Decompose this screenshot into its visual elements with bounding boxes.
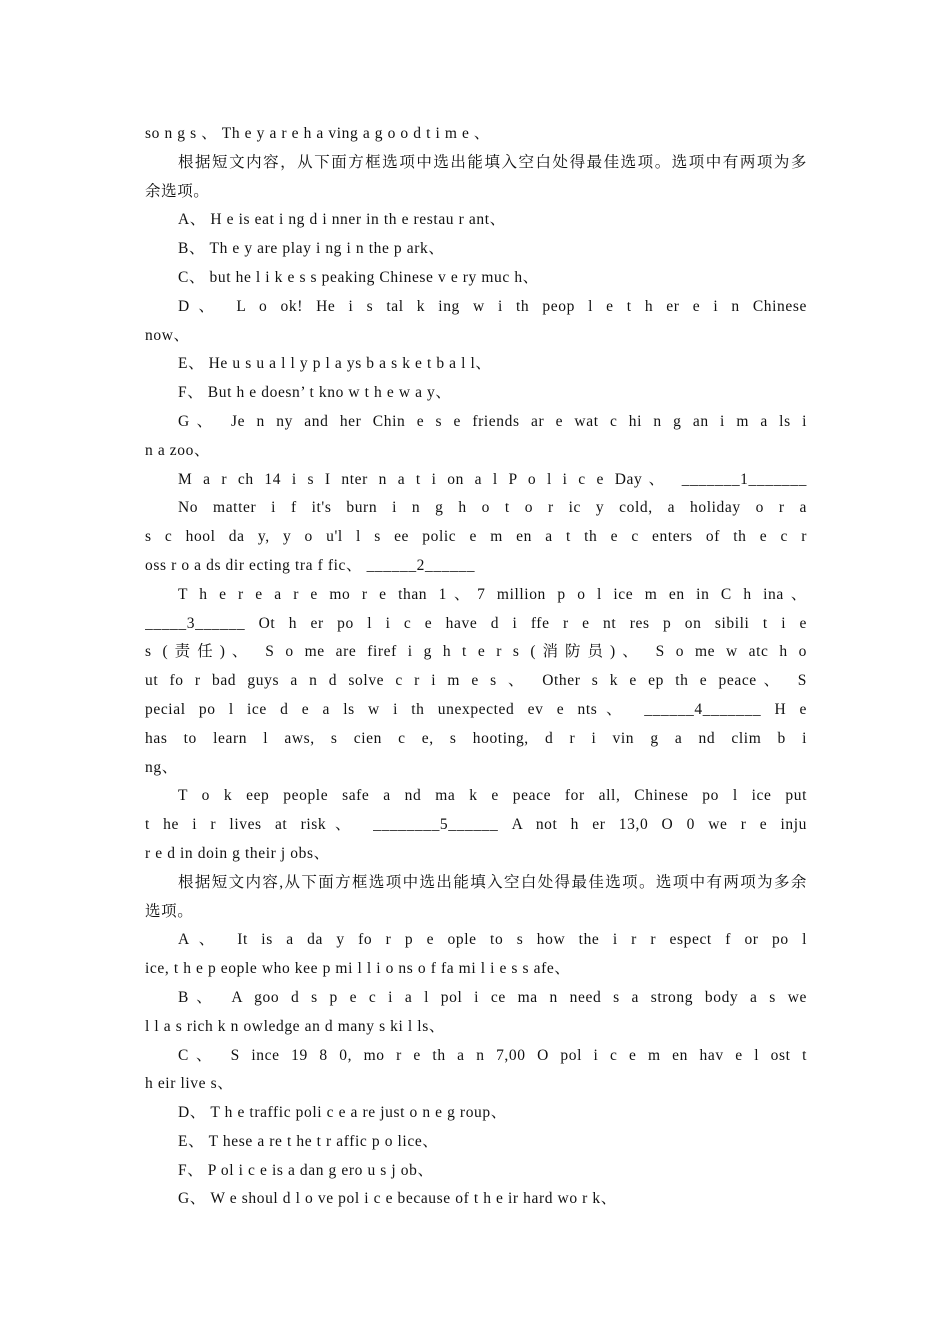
document-page [145, 120, 807, 1214]
option-2-b-line-1: B、 A goo d s p e c i a l pol i ce ma n need s a strong body a s we [178, 988, 807, 1006]
option-2-g: G、 W e shoul d l o ve pol i c e because of t h e ir hard wo r k、 [178, 1190, 617, 1208]
passage-1-tail: so n g s 、 Th e y a r e h a ving a g o o d t i m e 、 [145, 125, 491, 142]
option-2-d: D、 T h e traffic poli c e a re just o n e g roup、 [178, 1104, 507, 1122]
instruction-1-line-2: 余选项。 [145, 182, 210, 200]
passage-2-line-14: r e d in doin g their j obs、 [145, 844, 330, 862]
option-2-c-line-2: h eir live s、 [145, 1075, 234, 1093]
option-1-b: B、 Th e y are play i ng i n the p ark、 [178, 240, 445, 258]
passage-2-line-9: pecial po l ice d e a ls w i th unexpected ev e nts、 ______4_______ H e [145, 700, 807, 718]
instruction-2-line-1: 根据短文内容,从下面方框选项中选出能填入空白处得最佳选项。选项中有两项为多余 [178, 873, 807, 891]
option-1-c: C、 but he l i k e s s peaking Chinese v e ry muc h、 [178, 268, 539, 286]
passage-2-line-10: has to learn l aws, s cien c e, s hooting, d r i vin g a nd clim b i [145, 729, 807, 747]
option-1-d-line-1: D、 L o ok! He i s tal k ing w i th peop l e t h er e i n Chinese [178, 297, 807, 315]
option-2-b-line-2: l l a s rich k n owledge an d many s ki l ls、 [145, 1017, 445, 1035]
option-1-a: A、 H e is eat i ng d i nner in th e restau r ant、 [178, 211, 506, 229]
option-2-a-line-1: A、 It is a da y fo r p e ople to s how the i r r espect f or po l [178, 931, 807, 949]
option-1-f: F、 But h e doesn’ t kno w t h e w a y、 [178, 384, 452, 402]
passage-2-line-12: T o k eep people safe a nd ma k e peace for all, Chinese po l ice put [178, 787, 807, 805]
option-1-g-line-2: n a zoo、 [145, 441, 211, 459]
passage-2-line-5: T h e r e a r e mo r e than 1、7 million p o l ice m en in C h ina、 [178, 585, 807, 603]
passage-2-line-1: M a r ch 14 i s I nter n a t i on a l P o l i c e Day、 _______1_______ [178, 470, 807, 488]
option-1-e: E、 He u s u a l l y p l a ys b a s k e t b a l l、 [178, 355, 492, 373]
passage-2-line-2: No matter i f it's burn i n g h o t o r ic y cold, a holiday o r a [178, 499, 807, 517]
option-1-d-line-2: now、 [145, 326, 190, 344]
passage-2-line-11: ng、 [145, 758, 178, 776]
option-1-g-line-1: G、 Je n ny and her Chin e s e friends ar e wat c hi n g an i m a ls i [178, 412, 807, 430]
option-2-a-line-2: ice, t h e p eople who kee p mi l l i o ns o f fa mi l i e s s afe、 [145, 960, 571, 978]
passage-2-line-7: s (责任)、 S o me are firef i g h t e r s (消防员)、 S o me w atc h o [145, 643, 807, 661]
option-2-c-line-1: C、 S ince 19 8 0, mo r e th a n 7,00 O pol i c e m en hav e l ost t [178, 1046, 807, 1064]
instruction-2-line-2: 选项。 [145, 902, 194, 920]
instruction-1-line-1: 根据短文内容，从下面方框选项中选出能填入空白处得最佳选项。选项中有两项为多 [178, 153, 807, 171]
option-2-f: F、 P ol i c e is a dan g ero u s j ob、 [178, 1161, 434, 1179]
passage-2-line-4: oss r o a ds dir ecting tra f fic、 ______2______ [145, 556, 476, 574]
passage-2-line-8: ut fo r bad guys a n d solve c r i m e s 、 Other s k e ep th e peace、 S [145, 672, 807, 690]
passage-2-line-3: s c hool da y, y o u'l l s ee polic e m en a t th e c enters of th e c r [145, 528, 807, 546]
passage-2-line-6: _____3______ Ot h er po l i c e have d i ffe r e nt res p on sibili t i e [145, 614, 807, 632]
option-2-e: E、 T hese a re t he t r affic p o lice、 [178, 1132, 439, 1150]
passage-2-line-13: t he i r lives at risk、 ________5______ A not h er 13,0 O 0 we r e inju [145, 816, 807, 834]
